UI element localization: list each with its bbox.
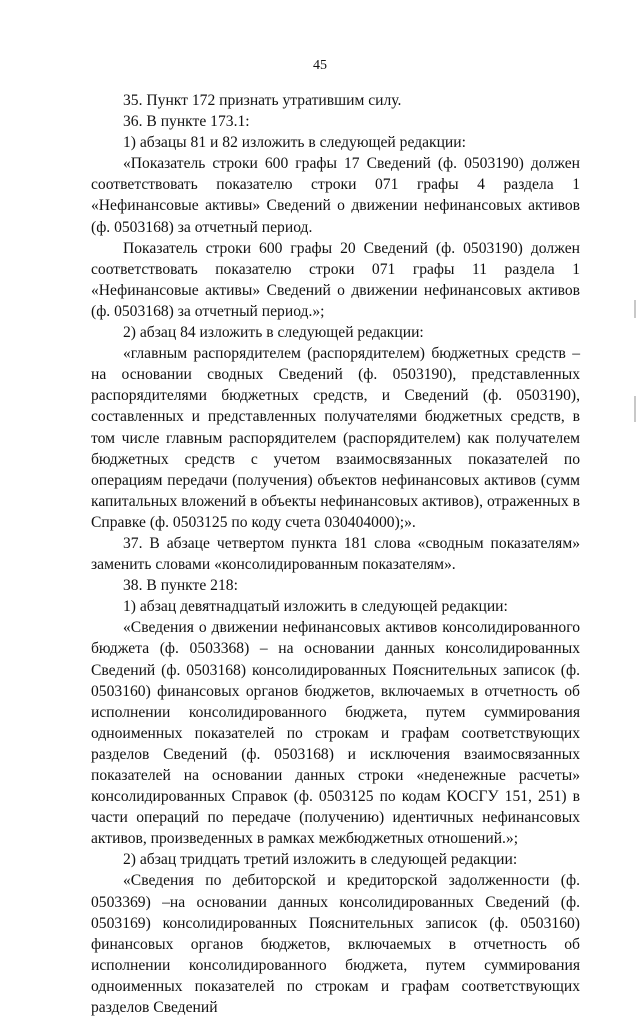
- paragraph-quote-1: «Показатель строки 600 графы 17 Сведений (ф. 0503190) должен соответствовать показателю строки 071 графы 4 раздела 1 «Нефинансовые активы» Сведений о движении нефинансовых активов (ф. 0503168) за отчетный период.: [91, 155, 580, 236]
- paragraph-36-sub-2: 2) абзац 84 изложить в следующей редакции:: [123, 324, 424, 342]
- paragraph-quote-2: Показатель строки 600 графы 20 Сведений (ф. 0503190) должен соответствовать показателю строки 071 графы 11 раздела 1 «Нефинансовые активы» Сведений о движении нефинансовых активов (ф. 0503168) за отчетный период.»;: [91, 239, 580, 320]
- paragraph-38-sub-1: 1) абзац девятнадцатый изложить в следующей редакции:: [123, 598, 508, 616]
- paragraph-quote-3: «главным распорядителем (распорядителем) бюджетных средств – на основании сводных Сведений (ф. 0503190), представленных распорядителями бюджетных средств, и Сведений (ф. 0503190), составленных и представленных получателями бюджетных средств, в том числе главным распорядителем (распорядителем) как получателем бюджетных средств с учетом взаимосвязанных показателей по операциям передачи (получения) объектов нефинансовых активов (сумм капитальных вложений в объекты нефинансовых активов), отраженных в Справке (ф. 0503125 по коду счета 030404000);».: [91, 345, 580, 531]
- scan-edge-mark: [634, 396, 636, 422]
- paragraph-36-sub-1: 1) абзацы 81 и 82 изложить в следующей редакции:: [123, 134, 466, 152]
- paragraph-37: 37. В абзаце четвертом пункта 181 слова «сводным показателям» заменить словами «консолидированным показателям».: [91, 534, 580, 574]
- scan-edge-mark: [634, 300, 636, 318]
- paragraph-38: 38. В пункте 218:: [123, 577, 238, 595]
- paragraph-38-sub-2: 2) абзац тридцать третий изложить в следующей редакции:: [123, 851, 518, 869]
- paragraph-35: 35. Пункт 172 признать утратившим силу.: [123, 92, 402, 109]
- document-body: [91, 90, 580, 1018]
- paragraph-quote-4: «Сведения о движении нефинансовых активов консолидированного бюджета (ф. 0503368) – на основании данных консолидированных Сведений (ф. 0503168) консолидированных Пояснительных записок (ф. 0503160) финансовых органов бюджетов, включаемых в отчетность об исполнении консолидированного бюджета, путем суммирования одноименных показателей по строкам и графам соответствующих разделов Сведений (ф. 0503168) и исключения взаимосвязанных показателей на основании данных строки «неденежные расчеты» консолидированных Справок (ф. 0503125 по кодам КОСГУ 151, 251) в части операций по передаче (получению) идентичных нефинансовых активов, произведенных в рамках межбюджетных отношений.»;: [91, 619, 580, 848]
- page-number: 45: [313, 58, 327, 73]
- paragraph-36: 36. В пункте 173.1:: [123, 113, 250, 131]
- paragraph-quote-5: «Сведения по дебиторской и кредиторской задолженности (ф. 0503369) –на основании данных консолидированных Сведений (ф. 0503169) консолидированных Пояснительных записок (ф. 0503160) финансовых органов бюджетов, включаемых в отчетность об исполнении консолидированного бюджета, путем суммирования одноименных показателей по строкам и графам соответствующих разделов Сведений: [91, 872, 580, 1017]
